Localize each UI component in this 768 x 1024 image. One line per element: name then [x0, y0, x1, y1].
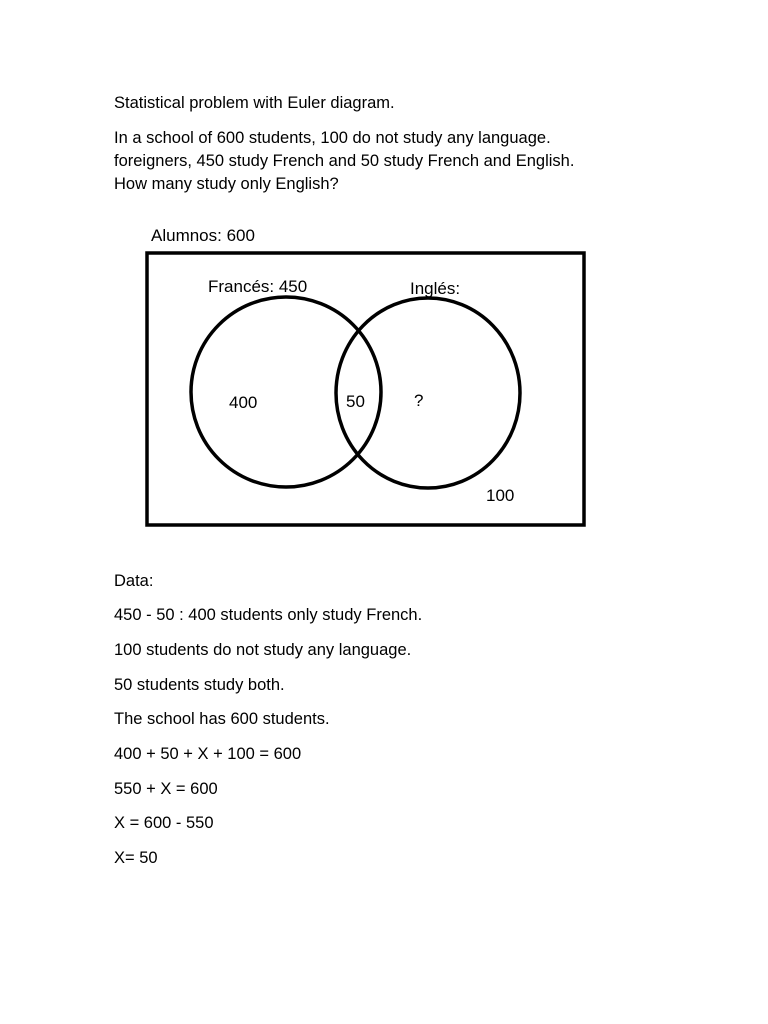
equation-line: 550 + X = 600	[114, 780, 218, 798]
outside-value: 100	[486, 486, 515, 505]
only-english-value: ?	[414, 391, 424, 410]
set-english-label: Inglés:	[410, 279, 461, 298]
equation-line: X = 600 - 550	[114, 814, 214, 832]
document-title: Statistical problem with Euler diagram.	[114, 94, 395, 112]
step-line: 50 students study both.	[114, 676, 285, 694]
step-line: 100 students do not study any language.	[114, 641, 412, 659]
universe-label: Alumnos: 600	[151, 226, 255, 245]
problem-line-2: foreigners, 450 study French and 50 study French and English.	[114, 152, 575, 170]
equation-line: X= 50	[114, 849, 158, 867]
intersection-value: 50	[346, 392, 365, 411]
equation-line: 400 + 50 + X + 100 = 600	[114, 745, 302, 763]
data-heading: Data:	[114, 572, 154, 590]
step-line: The school has 600 students.	[114, 710, 330, 728]
euler-diagram	[140, 222, 600, 534]
only-french-value: 400	[229, 393, 258, 412]
problem-line-3: How many study only English?	[114, 175, 339, 193]
set-french-label: Francés: 450	[208, 277, 308, 296]
problem-line-1: In a school of 600 students, 100 do not study any language.	[114, 129, 551, 147]
step-line: 450 - 50 : 400 students only study French.	[114, 606, 423, 624]
